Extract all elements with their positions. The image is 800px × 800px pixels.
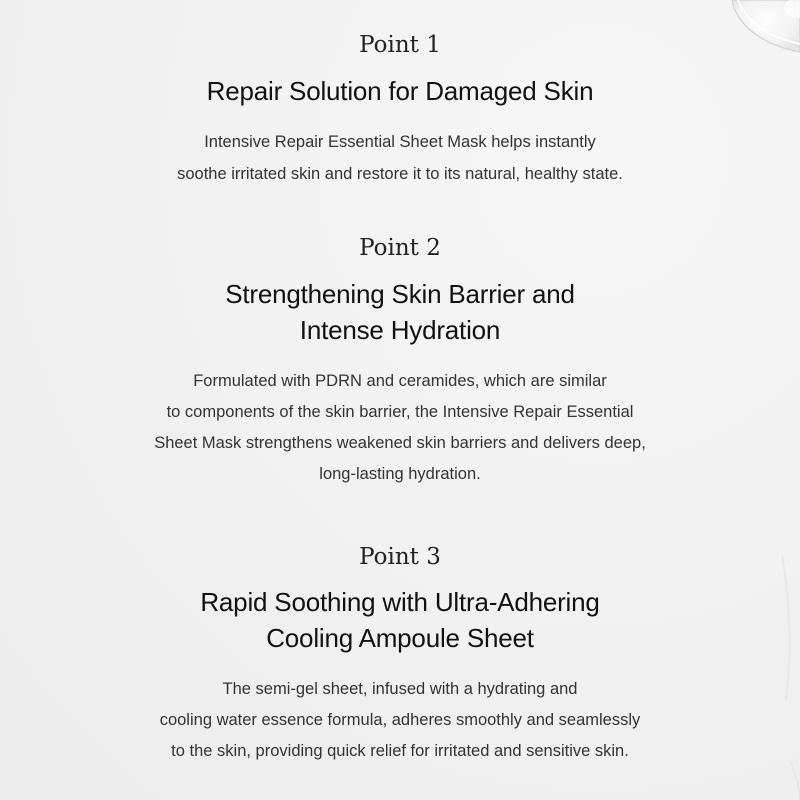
feature-headline: [0, 74, 800, 108]
feature-description: [0, 674, 800, 767]
feature-description: [0, 126, 800, 190]
headline-line: Intense Hydration: [299, 315, 501, 345]
headline-line: Repair Solution for Damaged Skin: [206, 76, 594, 106]
headline-line: Cooling Ampoule Sheet: [266, 623, 534, 653]
description-line: long-lasting hydration.: [319, 465, 481, 483]
description-line: cooling water essence formula, adheres smoothly and seamlessly: [159, 711, 641, 729]
point-label: Point 1: [359, 32, 441, 58]
feature-point-3: [0, 543, 800, 767]
point-label: Point 3: [359, 544, 441, 570]
feature-point-1: [0, 31, 800, 190]
description-line: The semi-gel sheet, infused with a hydrating and: [222, 680, 578, 698]
headline-line: Strengthening Skin Barrier and: [225, 279, 575, 309]
description-line: Formulated with PDRN and ceramides, which are similar: [193, 372, 607, 390]
feature-point-2: [0, 234, 800, 490]
description-line: soothe irritated skin and restore it to its natural, healthy state.: [177, 165, 623, 183]
description-line: Sheet Mask strengthens weakened skin barriers and delivers deep,: [154, 434, 646, 452]
point-label: Point 2: [359, 235, 441, 261]
feature-headline: [0, 276, 800, 348]
headline-line: Rapid Soothing with Ultra-Adhering: [200, 587, 600, 617]
feature-description: [0, 366, 800, 490]
description-line: to components of the skin barrier, the Intensive Repair Essential: [166, 403, 634, 421]
description-line: to the skin, providing quick relief for irritated and sensitive skin.: [171, 742, 629, 760]
feature-headline: [0, 584, 800, 656]
description-line: Intensive Repair Essential Sheet Mask helps instantly: [204, 133, 596, 151]
